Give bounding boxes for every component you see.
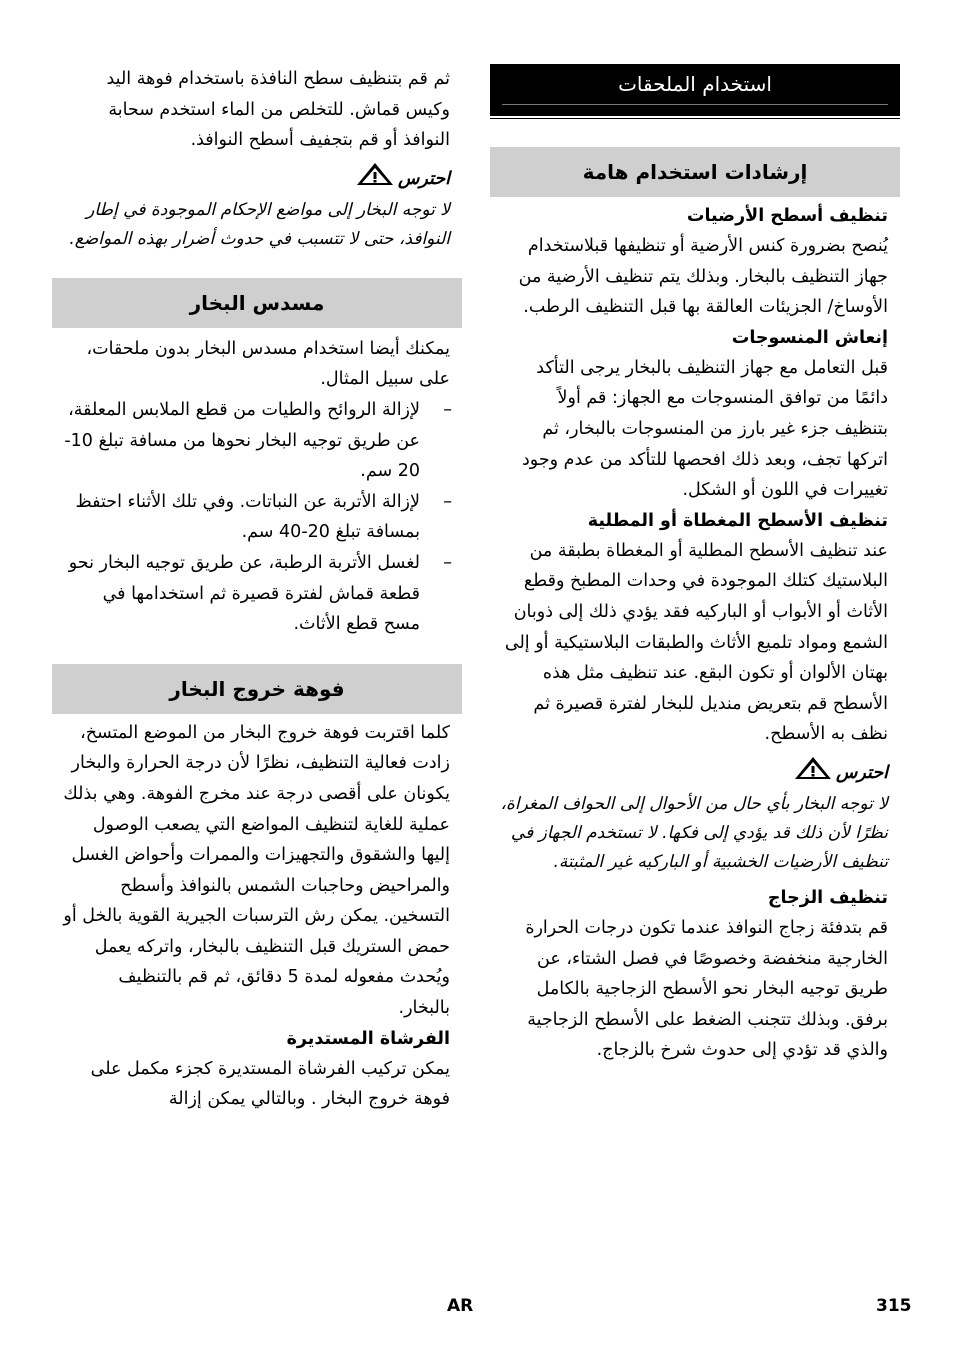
dash-bullet: –	[443, 399, 452, 420]
dash-bullet: –	[443, 552, 452, 573]
warning-body: لا توجه البخار إلى مواضع الإحكام الموجودة في إطار النوافذ، حتى لا تتسبب في حدوث أضرار بهذه المواضع.	[69, 199, 450, 249]
right-column	[490, 64, 900, 1066]
glass-title: تنظيف الزجاج	[767, 887, 888, 908]
warning-label: احترس	[398, 168, 450, 189]
warning-heading	[52, 162, 462, 196]
intro-body: ثم قم بتنظيف سطح النافذة باستخدام فوهة اليد وكيس قماش. للتخلص من الماء استخدم سحابة النوافذ أو قم بتجفيف أسطح النوافذ.	[106, 69, 450, 151]
main-title-bar	[490, 64, 900, 116]
warning-triangle-icon	[356, 162, 394, 196]
floors-title: تنظيف أسطح الأرضيات	[686, 206, 888, 226]
main-title: استخدام الملحقات	[502, 64, 888, 105]
left-column	[52, 64, 462, 1115]
section-title-steam-gun: مسدس البخار	[52, 278, 462, 328]
round-brush-title: الفرشاة المستديرة	[286, 1028, 450, 1049]
footer-language: AR	[447, 1296, 474, 1316]
glass-body: قم بتدفئة زجاج النوافذ عندما تكون درجات الحرارة الخارجية منخفضة وخصوصًا في فصل الشتاء، عن طريق توجيه البخار نحو الأسطح الزجاجية بالكامل برفق. وبذلك تتجنب الضغط على الأسطح الزجاجية والذي قد تؤدي إلى حدوث شرخ بالزجاج.	[525, 917, 888, 1061]
list-item: – لغسل الأتربة الرطبة، عن طريق توجيه البخار نحو قطعة قماش لفترة قصيرة ثم استخدامها في مسح قطع الأثاث.	[52, 548, 462, 640]
warning-heading	[490, 756, 900, 790]
coated-title: تنظيف الأسطح المغطاة أو المطلية	[587, 510, 888, 531]
steam-gun-list	[52, 395, 462, 640]
warning-body: لا توجه البخار بأي حال من الأحوال إلى الحواف المغراة، نظرًا لأن ذلك قد يؤدي إلى فكها. لا تستخدم الجهاز في تنظيف الأرضيات الخشبية أو الباركيه غير المثبتة.	[500, 793, 888, 872]
list-item: – لإزالة الروائح والطيات من قطع الملابس المعلقة، عن طريق توجيه البخار نحوها من مسافة تبلغ 10-20 سم.	[52, 395, 462, 487]
dash-bullet: –	[443, 491, 452, 512]
steam-nozzle-body: كلما اقتربت فوهة خروج البخار من الموضع المتسخ، زادت فعالية التنظيف، نظرًا لأن درجة الحرارة والبخار يكونان على أقصى درجة عند مخرج الفوهة. وهي بذلك عملية للغاية لتنظيف المواضع التي يصعب الوصول إليها والشقوق والتجهيزات والممرات وأحواض الغسل والمراحيض وحاجبات الشمس بالنوافذ وأسطح التسخين. يمكن رش الترسبات الجيرية القوية بالخل أو حمض الستريك قبل التنظيف بالبخار، واتركه يعمل ويُحدث مفعوله لمدة 5 دقائق، ثم قم بالتنظيف بالبخار.	[63, 722, 450, 1019]
floors-body: يُنصح بضرورة كنس الأرضية أو تنظيفها قبلاستخدام جهاز التنظيف بالبخار. وبذلك يتم تنظيف الأرضية من الأوساخ/ الجزيئات العالقة بها قبل التنظيف الرطب.	[518, 236, 888, 318]
round-brush-body: يمكن تركيب الفرشاة المستديرة كجزء مكمل على فوهة خروج البخار . وبالتالي يمكن إزالة	[90, 1058, 450, 1110]
list-item: – لإزالة الأتربة عن النباتات. وفي تلك الأثناء احتفظ بمسافة تبلغ 20-40 سم.	[52, 487, 462, 548]
section-title-important-instructions: إرشادات استخدام هامة	[490, 147, 900, 197]
section-title-steam-nozzle: فوهة خروج البخار	[52, 664, 462, 714]
warning-label: احترس	[836, 762, 888, 783]
page-number: 315	[876, 1296, 912, 1316]
coated-body: عند تنظيف الأسطح المطلية أو المغطاة بطبقة من البلاستيك كتلك الموجودة في وحدات المطبخ وقطع الأثاث أو الأبواب أو الباركيه فقد يؤدي ذلك إلى ذوبان الشمع ومواد تلميع الأثاث والطبقات البلاستيكية أو إلى بهتان الألوان أو تكون البقع. عند تنظيف مثل هذه الأسطح قم بتعريض منديل للبخار لفترة قصيرة ثم نظف به الأسطح.	[504, 540, 888, 745]
steam-gun-body: يمكنك أيضا استخدام مسدس البخار بدون ملحقات، على سبيل المثال.	[86, 338, 450, 390]
textiles-title: إنعاش المنسوجات	[731, 327, 888, 348]
warning-triangle-icon	[794, 756, 832, 790]
textiles-body: قبل التعامل مع جهاز التنظيف بالبخار يرجى التأكد دائمًا من توافق المنسوجات مع الجهاز: قم أولاً بتنظيف جزء غير بارز من المنسوجات بالبخار، ثم اتركها تجف، وبعد ذلك افحصها للتأكد من عدم وجود تغييرات في اللون أو الشكل.	[522, 357, 888, 501]
